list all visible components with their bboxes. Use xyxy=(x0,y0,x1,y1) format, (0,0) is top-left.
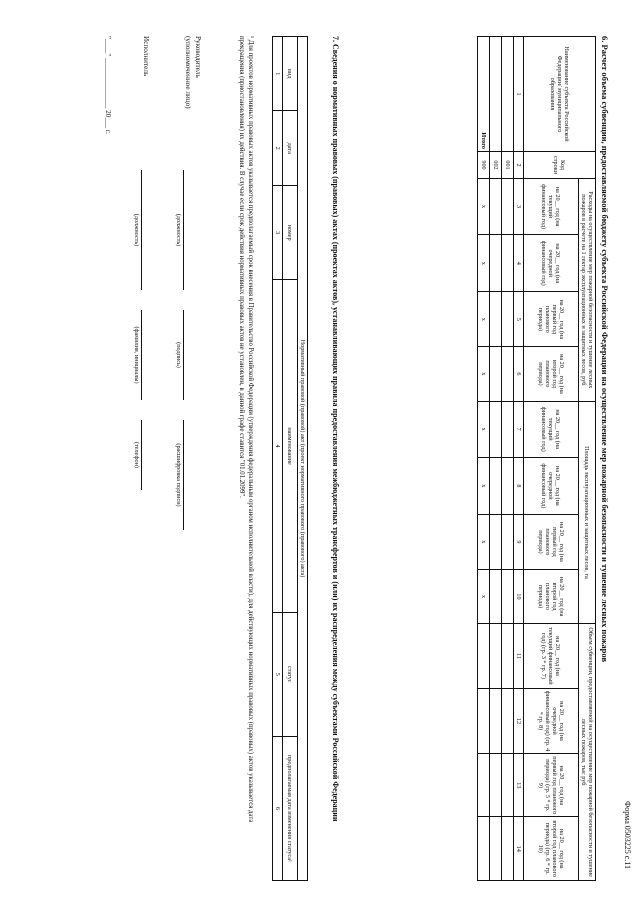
total-code: 900 xyxy=(477,152,489,179)
column-number: 6 xyxy=(513,347,523,401)
section7-col-number: 3 xyxy=(272,185,282,279)
total-cell[interactable] xyxy=(477,688,489,754)
period-header: на 20__ год (на первый год планового периода) (гр. 5 * гр. 9) xyxy=(523,754,578,817)
x-mark: x xyxy=(477,179,489,235)
row-cell[interactable] xyxy=(501,754,513,817)
row-cell[interactable] xyxy=(489,179,501,235)
row-cell[interactable] xyxy=(501,688,513,754)
column-number: 2 xyxy=(513,152,523,179)
column-number: 1 xyxy=(513,37,523,152)
row-code: 002 xyxy=(489,152,501,179)
row-cell[interactable] xyxy=(501,817,513,881)
period-header: на 20__ год (на второй год планового периода) xyxy=(523,347,578,401)
period-header: на 20__ год (на очередной финансовый год) xyxy=(523,457,578,514)
column-number: 12 xyxy=(513,688,523,754)
section7-col-header: дата xyxy=(282,111,297,185)
head-signature-caption: (подпись) xyxy=(175,342,182,368)
period-header: на 20__ год (на текущий финансовый год) xyxy=(523,179,578,235)
form-number: Форма 0503225 с.11 xyxy=(623,800,632,869)
row-cell[interactable] xyxy=(489,817,501,881)
period-header: на 20__ год (на очередной финансовый год) xyxy=(523,235,578,292)
head-position-caption: (должность) xyxy=(175,213,182,247)
period-header: на 20__ год (на первый год планового периода) xyxy=(523,514,578,569)
head-label: Руководитель xyxy=(194,36,202,78)
row-cell[interactable] xyxy=(489,235,501,292)
exec-phone-line[interactable] xyxy=(141,420,152,490)
head-position-line[interactable] xyxy=(183,170,194,290)
exec-phone-caption: (телефон) xyxy=(133,442,140,468)
row-cell[interactable] xyxy=(489,514,501,569)
row-cell[interactable] xyxy=(501,401,513,457)
column-number: 9 xyxy=(513,514,523,569)
head-sublabel: (уполномоченное лицо) xyxy=(184,36,192,109)
head-group-expenses: Расходы на осуществление мер пожарной безопасности и тушение лесных пожаров в расчете на 1 гектар эксплуатационных и защитных лесов, руб xyxy=(578,179,595,402)
x-mark: x xyxy=(477,514,489,569)
footnote: ¹ Для проектов нормативных правовых актов указывается предполагаемый срок внесения в Правительство Российской Федерации (утверждения федеральным органом исполнительной власти), для действующих нормативных правовых (правовых) актов указывается дата прекращения (приостановления) их действия. В случае если срок действия нормативных правовых актов не установлен, в данной графе ставится "01.01.2099". xyxy=(238,36,254,823)
period-header: на 20__ год (на второй год планового периода) (гр. 6 * гр. 10) xyxy=(523,817,578,881)
row-cell[interactable] xyxy=(501,569,513,623)
total-cell[interactable] xyxy=(477,817,489,881)
section7-col-number: 2 xyxy=(272,111,282,185)
column-number: 14 xyxy=(513,817,523,881)
section7-head-main: Нормативный правовой (правовой) акт (проект нормативного правового (правового) акта) xyxy=(297,37,307,881)
section7-col-number: 5 xyxy=(272,612,282,736)
column-number: 4 xyxy=(513,235,523,292)
section7-col-number: 6 xyxy=(272,736,282,880)
row-cell[interactable] xyxy=(489,624,501,688)
column-number: 3 xyxy=(513,179,523,235)
section7-col-header: наименование xyxy=(282,280,297,612)
head-group-area: Площадь эксплуатационных и защитных лесов, га xyxy=(578,401,595,624)
head-decode-line[interactable] xyxy=(183,420,194,530)
row-cell[interactable] xyxy=(489,688,501,754)
head-group-subvention: Объем субвенции, предоставляемой на осуществление мер пожарной безопасности и тушение лесных пожаров, тыс руб xyxy=(578,624,595,881)
row-cell[interactable] xyxy=(489,569,501,623)
column-number: 10 xyxy=(513,569,523,623)
period-header: на 20__ год (на второй год планового периода) xyxy=(523,569,578,623)
section7-table xyxy=(272,36,308,881)
row-cell[interactable] xyxy=(501,179,513,235)
exec-fio-line[interactable] xyxy=(141,310,152,400)
row-code: 001 xyxy=(501,152,513,179)
column-number: 8 xyxy=(513,457,523,514)
column-number: 7 xyxy=(513,401,523,457)
executor-label: Исполнитель xyxy=(142,36,150,77)
row-cell[interactable] xyxy=(501,514,513,569)
row-name xyxy=(501,37,513,152)
date-line[interactable]: "____" ______________ 20___ г. xyxy=(104,36,112,134)
row-cell[interactable] xyxy=(501,347,513,401)
column-number: 13 xyxy=(513,754,523,817)
row-cell[interactable] xyxy=(501,457,513,514)
total-label: Итого xyxy=(477,37,489,152)
x-mark: x xyxy=(477,457,489,514)
exec-fio-caption: (фамилия, инициалы) xyxy=(133,326,140,384)
section7-col-header: вид xyxy=(282,37,297,111)
section7-title: 7. Сведения о нормативных правовых (правовых) актах (проектах актов), устанавливающих правила предоставления межбюджетных трансфертов и (или) их распределения между субъектами Российской Федерации xyxy=(331,36,340,822)
section6-table xyxy=(477,36,596,881)
section6-title: 6. Расчет объема субвенции, предоставляемой бюджету субъекта Российской Федерации на осуществление мер пожарной безопасности и тушение лесных пожаров xyxy=(600,36,610,663)
x-mark: x xyxy=(477,569,489,623)
column-number: 5 xyxy=(513,292,523,347)
row-cell[interactable] xyxy=(489,292,501,347)
row-cell[interactable] xyxy=(489,347,501,401)
section7-col-number: 4 xyxy=(272,280,282,612)
period-header: на 20__ год (на первый год планового периода) xyxy=(523,292,578,347)
head-code-col: Код строки xyxy=(523,152,595,179)
head-decode-caption: (расшифровка подписи) xyxy=(175,443,182,507)
exec-position-caption: (должность) xyxy=(133,213,140,247)
row-cell[interactable] xyxy=(501,235,513,292)
period-header: на 20__ год (на очередной финансовый год) (гр. 4 * гр. 8) xyxy=(523,688,578,754)
x-mark: x xyxy=(477,235,489,292)
section7-col-header: статус xyxy=(282,612,297,736)
head-name-col: Наименование субъекта Российской Федерации/ муниципального образования xyxy=(523,37,595,152)
exec-position-line[interactable] xyxy=(141,170,152,290)
section7-col-header: номер xyxy=(282,185,297,279)
row-cell[interactable] xyxy=(501,292,513,347)
total-cell[interactable] xyxy=(477,624,489,688)
section7-col-number: 1 xyxy=(272,37,282,111)
row-name xyxy=(489,37,501,152)
column-number: 11 xyxy=(513,624,523,688)
period-header: на 20__ год (на текущий финансовый год) xyxy=(523,401,578,457)
row-cell[interactable] xyxy=(489,754,501,817)
total-cell[interactable] xyxy=(477,754,489,817)
row-cell[interactable] xyxy=(489,401,501,457)
x-mark: x xyxy=(477,292,489,347)
x-mark: x xyxy=(477,347,489,401)
x-mark: x xyxy=(477,401,489,457)
section7-col-header: предполагаемая дата изменения статуса¹ xyxy=(282,736,297,880)
period-header: на 20__ год (на текущий финансовый год) (гр. 3 * гр. 7) xyxy=(523,624,578,688)
head-signature-line[interactable] xyxy=(183,310,194,400)
row-cell[interactable] xyxy=(501,624,513,688)
row-cell[interactable] xyxy=(489,457,501,514)
